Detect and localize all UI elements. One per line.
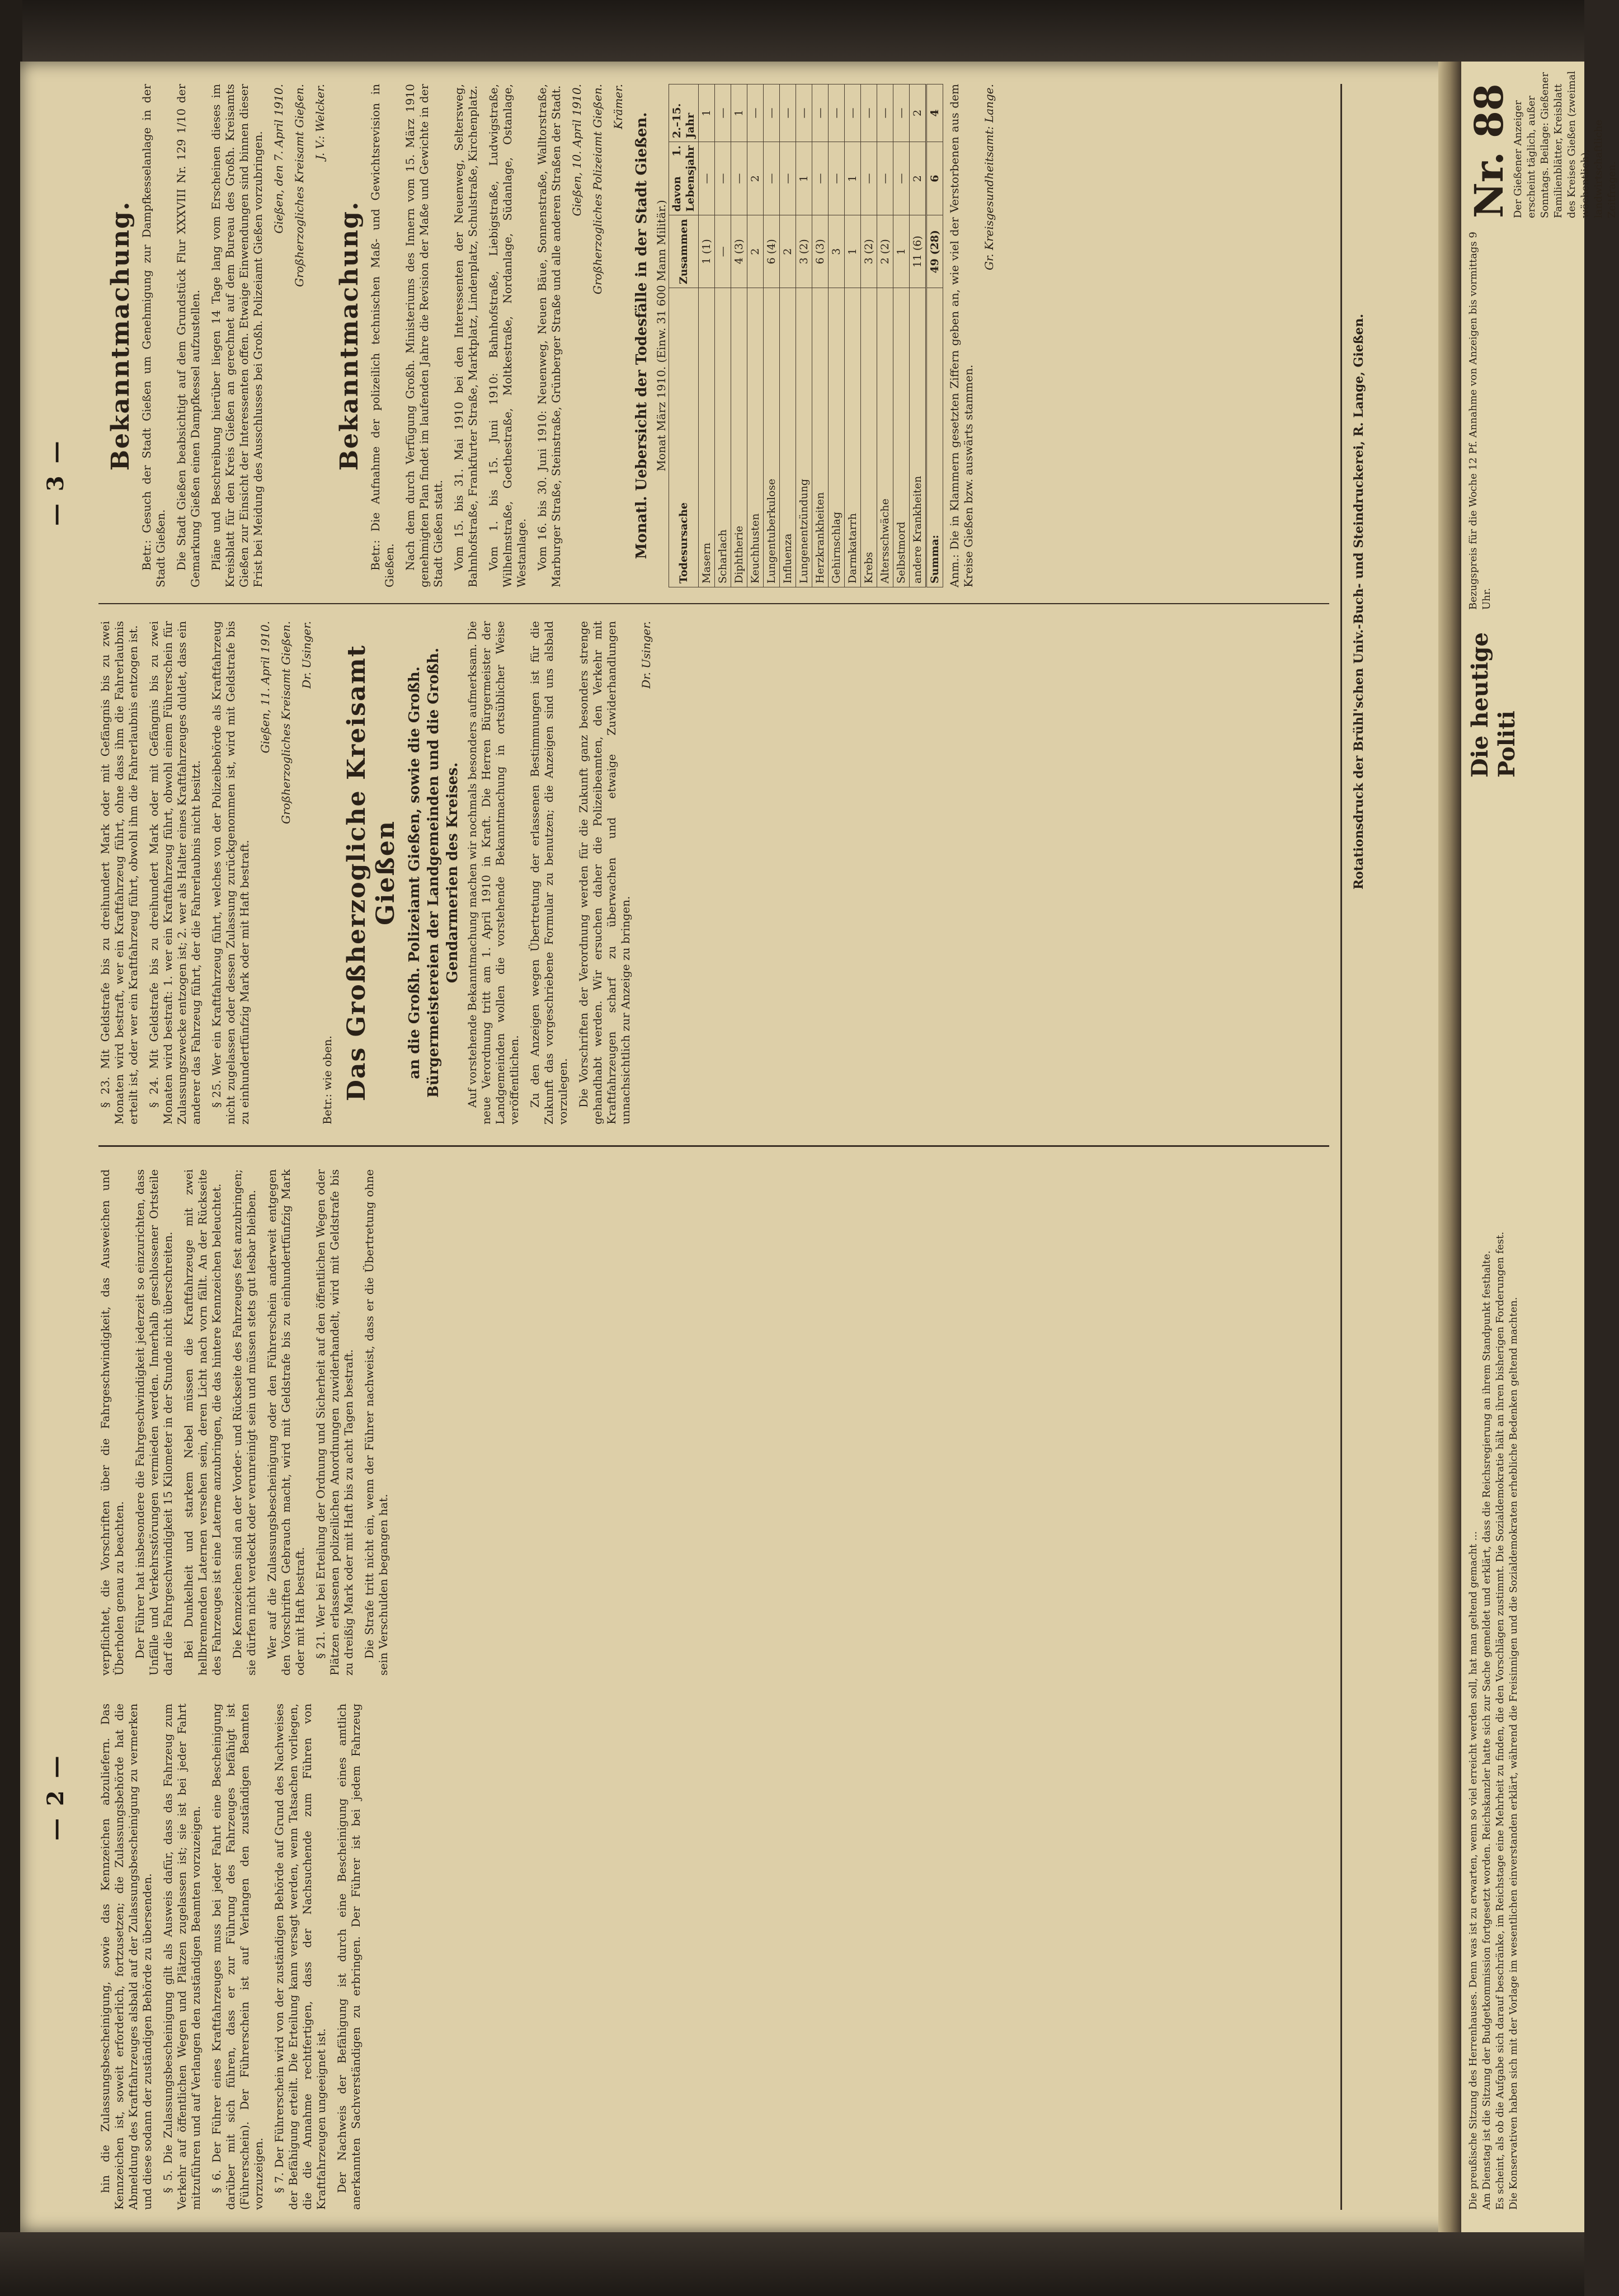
paragraph: § 24. Mit Geldstrafe bis zu dreihundert Mark oder mit Gefängnis bis zu zwei Monaten wird bestraft: 1. wer ein Kraftfahrzeug führt, obwohl einem Führerschein für Zulassungszwecke entzogen ist; 2. wer als Halter eines Kraftfahrzeuges duldet, dass ein anderer das Fahrzeug führt, der die Fahrerlaubnis nicht besitzt. xyxy=(147,621,203,1125)
printer-imprint: Rotationsdruck der Brühl'schen Univ.-Buch- und Steindruckerei, R. Lange, Gießen. xyxy=(1352,313,1366,890)
table-cell-cause: Summa: xyxy=(926,288,943,587)
right-column xyxy=(98,84,1329,587)
next-sheet-section xyxy=(1467,621,1521,778)
table-row xyxy=(861,84,877,587)
section-heading: Das Großherzogliche Kreisamt Gießen xyxy=(342,644,400,1102)
scan-background-left xyxy=(0,0,22,2296)
table-cell-cause: andere Krankheiten xyxy=(910,288,926,587)
table-cell-value: 6 (3) xyxy=(812,215,829,288)
section-title: Politi xyxy=(1494,711,1520,778)
table-cell-value: — xyxy=(764,84,780,142)
paragraph: Der Führer hat insbesondere die Fahrgeschwindigkeit jederzeit so einzurichten, dass Unfälle und Verkehrsstörungen vermieden werden. Innerhalb geschlossener Ortsteile darf die Fahrgeschwindigkeit 15 Kilometer in der Stunde nicht überschreiten. xyxy=(133,1169,175,1676)
table-cell-value: 49 (28) xyxy=(926,215,943,288)
next-sheet-masthead-2 xyxy=(1467,229,1494,610)
signature-name: Dr. Usinger. xyxy=(300,621,313,689)
table-row xyxy=(780,84,796,587)
table-cell-value: — xyxy=(780,84,796,142)
table-cell-value: 4 xyxy=(926,84,943,142)
table-cell-value: 1 xyxy=(699,84,715,142)
next-sheet-rotated-content xyxy=(1461,62,1618,2232)
paragraph: Vom 16. bis 30. Juni 1910: Neuenweg, Neuen Bäue, Sonnenstraße, Walltorstraße, Marburger Straße, Steinstraße, Grünberger Straße und alle anderen Straßen der Stadt. xyxy=(535,84,563,587)
page-divider xyxy=(98,1145,1329,1147)
paragraph: Auf vorstehende Bekanntmachung machen wir nochmals besonders aufmerksam. Die neue Verordnung tritt am 1. April 1910 in Kraft. Die Herren Bürgermeister der Landgemeinden wollen die vorstehende Bekanntmachung in ortsüblicher Weise veröffentlichen. xyxy=(465,621,521,1125)
table-cell-value: 6 (4) xyxy=(764,215,780,288)
table-cell-value: — xyxy=(877,142,893,215)
paragraph: § 7. Der Führerschein wird von der zuständigen Behörde auf Grund des Nachweises der Befähigung erteilt. Die Erteilung kann versagt werden, wenn Tatsachen vorliegen, die die Annahme rechtfertigen, dass der Nachsuchende zum Führen von Kraftfahrzeugen ungeeignet ist. xyxy=(272,1704,328,2210)
table-cell-cause: Diphtherie xyxy=(731,288,747,587)
table-cell-value: 2 xyxy=(747,142,764,215)
paragraph: Betr.: Gesuch der Stadt Gießen um Genehmigung zur Dampfkesselanlage in der Stadt Gießen. xyxy=(140,84,167,587)
table-row xyxy=(796,84,812,587)
table-cell-value: 3 (2) xyxy=(861,215,877,288)
paragraph: Die preußische Sitzung des Herrenhauses. Denn was ist zu erwarten, wenn so viel erreicht werden soll, hat man geltend gemacht ... xyxy=(1467,1531,1479,2210)
next-sheet-masthead xyxy=(1467,67,1619,218)
table-cell-value: 11 (6) xyxy=(910,215,926,288)
table-cell-value: 2 xyxy=(910,84,926,142)
table-row xyxy=(877,84,893,587)
table-cell-value: 3 xyxy=(829,215,845,288)
signature-office: Großherzogliches Kreisamt Gießen. xyxy=(293,84,306,287)
footer-rule xyxy=(1340,84,1342,2210)
table-cell-cause: Lungentuberkulose xyxy=(764,288,780,587)
table-cell-value: — xyxy=(829,142,845,215)
table-cell-value: — xyxy=(699,142,715,215)
table-row xyxy=(747,84,764,587)
signature-name: Krämer. xyxy=(611,84,625,129)
table-row xyxy=(715,84,731,587)
paragraph: Vom 15. bis 31. Mai 1910 bei den Interessenten der Neuenweg, Seltersweg, Bahnhofstraße, Frankfurter Straße, Marktplatz, Lindenplatz, Schulstraße, Kirchenplatz. xyxy=(452,84,479,587)
table-cell-value: 2 xyxy=(910,142,926,215)
middle-column xyxy=(98,621,1329,1125)
paragraph: § 23. Mit Geldstrafe bis zu dreihundert Mark oder mit Gefängnis bis zu zwei Monaten wird bestraft, wer ein Kraftfahrzeug führt, ohne dass ihm die Fahrerlaubnis erteilt ist, oder wer ein Kraftfahrzeug führt, obwohl ihm die Fahrerlaubnis entzogen ist. xyxy=(98,621,140,1125)
table-cell-value: — xyxy=(747,84,764,142)
table-cell-value: — xyxy=(893,142,910,215)
paragraph: Am Dienstag ist die Sitzung der Budgetkommission fortgesetzt worden. Reichskanzler hatte sich zur Sache gemeldet und erklärt, dass die Reichsregierung an ihrem Standpunkt festhalte. xyxy=(1481,1250,1493,2210)
signature-date: Gießen, 10. April 1910. xyxy=(570,84,583,217)
table-signature: Gr. Kreisgesundheitsamt: Lange. xyxy=(982,84,996,271)
table-cell-value: 2 xyxy=(747,215,764,288)
issue-number: Nr. 88 xyxy=(1466,83,1512,218)
table-cell-value: 1 xyxy=(731,84,747,142)
table-cell-value: — xyxy=(715,84,731,142)
announcement-heading: Bekanntmachung. xyxy=(335,200,364,471)
table-cell-value: — xyxy=(780,142,796,215)
signature-office: Großherzogliches Polizeiamt Gießen. xyxy=(591,84,604,295)
paragraph: § 5. Die Zulassungsbescheinigung gilt als Ausweis dafür, dass das Fahrzeug zum Verkehr auf öffentlichen Wegen und Plätzen zugelassen ist; sie ist bei jeder Fahrt mitzuführen und auf Verlangen den zuständigen Beamten vorzuzeigen. xyxy=(161,1704,203,2210)
paragraph: Die Kennzeichen sind an der Vorder- und Rückseite des Fahrzeuges fest anzubringen; sie dürfen nicht verdeckt oder verunreinigt sein und müssen stets gut lesbar bleiben. xyxy=(230,1169,258,1676)
table-cell-value: — xyxy=(764,142,780,215)
table-note: Anm.: Die in Klammern gesetzten Ziffern geben an, wie viel der Verstorbenen aus dem Kreise Gießen bzw. auswärts stammen. xyxy=(948,84,975,587)
paragraph: Zu den Anzeigen wegen Übertretung der erlassenen Bestimmungen ist für die Zukunft das vorgeschriebene Formular zu benutzen; die Anzeigen sind uns alsbald vorzulegen. xyxy=(528,621,570,1125)
signature-name: J. V.: Welcker. xyxy=(313,84,327,160)
paragraph: Die Strafe tritt nicht ein, wenn der Führer nachweist, dass er die Übertretung ohne sein Verschulden begangen hat. xyxy=(363,1169,390,1676)
table-cell-cause: Masern xyxy=(699,288,715,587)
page-number-right: — 3 — xyxy=(43,439,69,526)
table-cell-value: — xyxy=(715,142,731,215)
table-cell-value: — xyxy=(893,84,910,142)
paragraph: Die Vorschriften der Verordnung werden für die Zukunft ganz besonders strenge gehandhabt werden. Wir ersuchen daher die Polizeibeamten, den Verkehr mit Kraftfahrzeugen scharf zu überwachen und etwaige Zuwiderhandlungen unnachsichtlich zur Anzeige zu bringen. xyxy=(577,621,632,1125)
table-cell-cause: Lungenentzündung xyxy=(796,288,812,587)
paragraph: hin die Zulassungsbescheinigung, sowie das Kennzeichen abzuliefern. Das Kennzeichen ist, soweit erforderlich, fortzusetzen; die Zulassungsbehörde hat die Abmeldung des Kraftfahrzeuges alsbald auf der Zulassungsbescheinigung zu vermerken und diese sodann der zuständigen Behörde zu übersenden. xyxy=(98,1704,154,2210)
left-columns xyxy=(98,1169,1329,2210)
signature-date: Gießen, 11. April 1910. xyxy=(258,621,272,754)
reference-line: Betr.: wie oben. xyxy=(321,1035,334,1125)
table-row xyxy=(764,84,780,587)
table-cell-cause: Influenza xyxy=(780,288,796,587)
table-header: 2.–15. Jahr xyxy=(669,84,699,142)
table-row xyxy=(845,84,861,587)
table-cell-cause: Scharlach xyxy=(715,288,731,587)
table-cell-value: — xyxy=(796,84,812,142)
table-cell-value: — xyxy=(812,84,829,142)
paragraph: Vom 1. bis 15. Juni 1910: Bahnhofstraße, Liebigstraße, Ludwigstraße, Wilhelmstraße, Goethestraße, Moltkestraße, Nordanlage, Südanlage, Ostanlage, Westanlage. xyxy=(487,84,528,587)
signature-name: Dr. Usinger. xyxy=(639,621,653,689)
page-number-left: — 2 — xyxy=(43,1753,69,1841)
paragraph: § 6. Der Führer eines Kraftfahrzeuges muss bei jeder Fahrt eine Bescheinigung darüber mit sich führen, dass er zur Führung des Fahrzeuges befähigt ist (Führerschein). Der Führerschein ist auf Verlangen den zuständigen Beamten vorzuzeigen. xyxy=(210,1704,265,2210)
announcement-heading: Bekanntmachung. xyxy=(106,200,135,471)
column-divider xyxy=(98,603,1329,604)
paragraph: Bei Dunkelheit und starkem Nebel müssen die Kraftfahrzeuge mit zwei hellbrennenden Laternen versehen sein, deren Licht nach vorn fällt. An der Rückseite des Fahrzeuges ist eine Laterne anzubringen, die das hintere Kennzeichen beleuchtet. xyxy=(182,1169,223,1676)
rotated-page-content xyxy=(20,62,1419,2232)
table-cell-cause: Selbstmord xyxy=(893,288,910,587)
table-row xyxy=(812,84,829,587)
table-cell-value: — xyxy=(829,84,845,142)
table-body xyxy=(699,84,943,587)
paragraph: Pläne und Beschreibung hierüber liegen 14 Tage lang vom Erscheinen dieses im Kreisblatt für den Kreis Gießen an gerechnet auf dem Bureau des Großh. Kreisamts Gießen zur Einsicht der Interessenten offen. Etwaige Einwendungen sind binnen dieser Frist bei Meidung des Ausschlusses bei Großh. Polizeiamt Gießen vorzubringen. xyxy=(209,84,265,587)
paragraph: Es scheint, als ob die Aufgabe sich darauf beschränke, im Reichstage eine Mehrheit zu finden, die den Vorschlägen zustimmt. Die Sozialdemokratie hält an ihren bisherigen Forderungen fest. xyxy=(1494,1231,1506,2210)
masthead-text: Bezugspreis für die Woche 12 Pf. Annahme von Anzeigen bis vormittags 9 Uhr. xyxy=(1467,232,1493,610)
table-cell-value: 1 (1) xyxy=(699,215,715,288)
table-header-row xyxy=(669,84,699,587)
table-cell-value: — xyxy=(861,84,877,142)
table-header: davon 1. Lebensjahr xyxy=(669,142,699,215)
paragraph: Der Nachweis der Befähigung ist durch eine Bescheinigung eines amtlich anerkannten Sachverständigen zu erbringen. Der Führer ist bei jedem Fahrzeug verpflichtet, die Vorschriften über die Fahrgeschwindigkeit, das Ausweichen und Überholen genau zu beachten. xyxy=(98,1169,363,2210)
scan-background-bottom xyxy=(0,2232,1584,2296)
table-cell-value: 2 (2) xyxy=(877,215,893,288)
table-header: Todesursache xyxy=(669,288,699,587)
table-row xyxy=(731,84,747,587)
table-cell-value: — xyxy=(731,142,747,215)
mortality-table xyxy=(669,84,943,587)
table-row xyxy=(910,84,926,587)
signature-date: Gießen, den 7. April 1910. xyxy=(272,84,285,234)
table-cell-value: 1 xyxy=(796,142,812,215)
next-sheet-body xyxy=(1467,789,1579,2210)
table-cell-value: — xyxy=(861,142,877,215)
table-cell-value: — xyxy=(877,84,893,142)
signature-office: Großherzogliches Kreisamt Gießen. xyxy=(279,621,293,824)
table-cell-value: 6 xyxy=(926,142,943,215)
paragraph: § 21. Wer bei Erteilung der Ordnung und Sicherheit auf den öffentlichen Wegen oder Plätzen erlassenen polizeilichen Anordnungen zuwiderhandelt, wird mit Geldstrafe bis zu dreißig Mark oder mit Haft bis zu acht Tagen bestraft. xyxy=(314,1169,355,1676)
table-cell-value: 3 (2) xyxy=(796,215,812,288)
paragraph: Nach dem durch Verfügung Großh. Ministeriums des Innern vom 15. März 1910 genehmigten Plan findet im laufenden Jahre die Revision der Maße und Gewichte in der Stadt Gießen statt. xyxy=(403,84,445,587)
table-cell-value: 1 xyxy=(845,215,861,288)
paragraph: Betr.: Die Aufnahme der polizeilich technischen Maß- und Gewichtsrevision in Gießen. xyxy=(369,84,396,587)
section-subheading: an die Großh. Polizeiamt Gießen, sowie die Großh. Bürgermeistereien der Landgemeinden und die Großh. Gendarmerien des Kreises. xyxy=(406,647,461,1098)
table-header: Zusammen xyxy=(669,215,699,288)
masthead-text: Der Gießener Anzeiger erscheint täglich, außer Sonntags. Beilage: Gießener Familienblätter, Kreisblatt des Kreises Gießen (zweimal wöchentlich), landwirtschaftliche Zeitfragen. xyxy=(1512,70,1618,218)
table-row xyxy=(699,84,715,587)
table-cell-value: 4 (3) xyxy=(731,215,747,288)
paragraph: Die Stadt Gießen beabsichtigt auf dem Grundstück Flur XXXVIII Nr. 129 1/10 der Gemarkung Gießen einen Dampfkessel aufzustellen. xyxy=(175,84,202,587)
table-subtitle: Monat März 1910. (Einw. 31 600 Mann Militär.) xyxy=(655,200,668,472)
table-cell-value: 1 xyxy=(893,215,910,288)
scan-background-top xyxy=(0,0,1584,67)
table-cell-value: 1 xyxy=(845,142,861,215)
paragraph: Wer auf die Zulassungsbescheinigung oder den Führerschein anderweit entgegen den Vorschriften Gebrauch macht, wird mit Geldstrafe bis zu einhundertfünfzig Mark oder mit Haft bestraft. xyxy=(265,1169,307,1676)
table-cell-value: — xyxy=(845,84,861,142)
table-cell-cause: Keuchhusten xyxy=(747,288,764,587)
table-cell-cause: Gehirnschlag xyxy=(829,288,845,587)
table-cell-cause: Altersschwäche xyxy=(877,288,893,587)
table-cell-cause: Darmkatarrh xyxy=(845,288,861,587)
newspaper-page xyxy=(20,62,1462,2232)
table-title: Monatl. Uebersicht der Todesfälle in der Stadt Gießen. xyxy=(633,112,650,559)
section-heading: Die heutige xyxy=(1467,632,1493,778)
page-gutter-shadow xyxy=(1438,62,1462,2232)
table-row xyxy=(893,84,910,587)
paragraph: Die Konservativen haben sich mit der Vorlage im wesentlichen einverstanden erklärt, während die Freisinnigen und die Sozialdemokraten erhebliche Bedenken geltend machten. xyxy=(1508,1297,1519,2210)
table-row xyxy=(926,84,943,587)
table-cell-value: 2 xyxy=(780,215,796,288)
table-row xyxy=(829,84,845,587)
paragraph: § 25. Wer ein Kraftfahrzeug führt, welches von der Polizeibehörde als Kraftfahrzeug nicht zugelassen oder dessen Zulassung zurückgenommen ist, wird mit Geldstrafe bis zu einhundertfünfzig Mark oder mit Haft bestraft. xyxy=(210,621,251,1125)
table-cell-cause: Herzkrankheiten xyxy=(812,288,829,587)
table-cell-value: — xyxy=(715,215,731,288)
table-cell-value: — xyxy=(812,142,829,215)
page-header xyxy=(20,62,87,2232)
table-cell-cause: Krebs xyxy=(861,288,877,587)
next-newspaper-sheet xyxy=(1461,62,1618,2232)
